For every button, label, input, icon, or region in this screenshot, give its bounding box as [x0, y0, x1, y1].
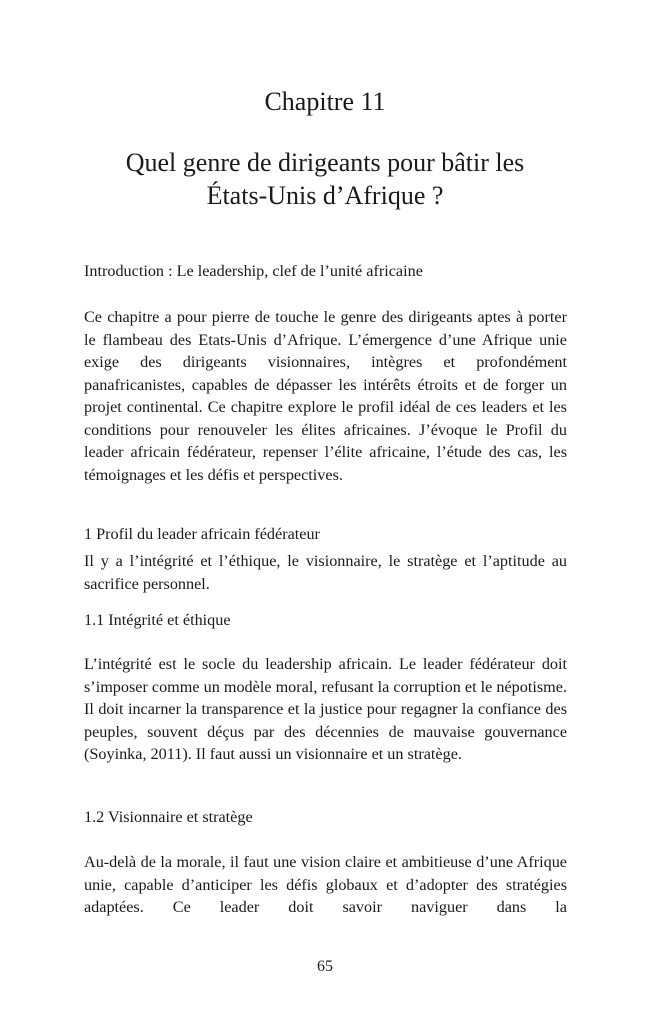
chapter-title [60, 146, 590, 212]
section-1-1-heading: 1.1 Intégrité et éthique [84, 611, 231, 629]
introduction-heading: Introduction : Le leadership, clef de l’unité africaine [84, 262, 423, 280]
intro-paragraph: Ce chapitre a pour pierre de touche le genre des dirigeants aptes à porter le flambeau des Etats-Unis d’Afrique. L’émergence d’une Afrique unie exige des dirigeants visionnaires, intègres et profondément panafricanistes, capables de dépasser les intérêts étroits et de forger un projet continental. Ce chapitre explore le profil idéal de ces leaders et les conditions pour renouveler les élites africaines. J’évoque le Profil du leader africain fédérateur, repenser l’élite africaine, l’étude des cas, les témoignages et les défis et perspectives. [84, 308, 567, 484]
section-1-heading: 1 Profil du leader africain fédérateur [84, 525, 320, 543]
chapter-title-line-1: Quel genre de dirigeants pour bâtir les [125, 148, 525, 177]
section-1-1-paragraph: L’intégrité est le socle du leadership africain. Le leader fédérateur doit s’imposer comme un modèle moral, refusant la corruption et le népotisme. Il doit incarner la transparence et la justice pour regagner la confiance des peuples, souvent déçus par des décennies de mauvaise gouvernance (Soyinka, 2011). Il faut aussi un visionnaire et un stratège. [84, 655, 567, 763]
page-number: 65 [317, 958, 333, 975]
chapter-number: Chapitre 11 [264, 87, 386, 116]
section-1-2-paragraph: Au-delà de la morale, il faut une vision claire et ambitieuse d’une Afrique unie, capable d’anticiper les défis globaux et d’adopter des stratégies adaptées. Ce leader doit savoir naviguer dans la [84, 853, 567, 916]
section-1-2-heading: 1.2 Visionnaire et stratège [84, 808, 253, 826]
section-1-paragraph: Il y a l’intégrité et l’éthique, le visionnaire, le stratège et l’aptitude au sacrifice personnel. [84, 552, 567, 593]
chapter-title-line-2: États-Unis d’Afrique ? [206, 181, 444, 210]
